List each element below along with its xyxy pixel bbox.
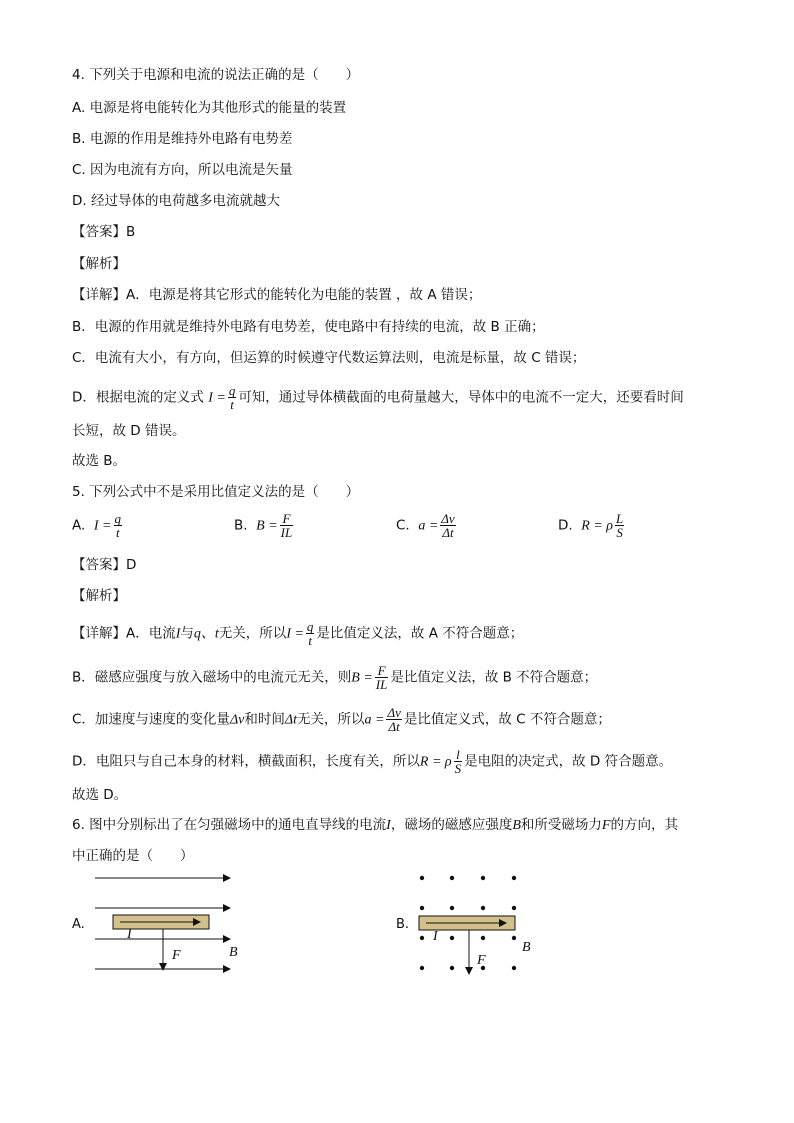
- detail-tag: 【详解】: [72, 287, 126, 303]
- q4-detail-d-cont: 长短，故 D 错误。: [72, 423, 186, 439]
- q4-detail-c: C．电流有大小，有方向，但运算的时候遵守代数运算法则，电流是标量，故 C 错误；: [72, 350, 586, 366]
- q4-option-a: A. 电源是将电能转化为其他形式的能量的装置: [72, 100, 347, 116]
- answer-value: B: [126, 224, 136, 240]
- q4-stem: 4. 下列关于电源和电流的说法正确的是（ ）: [72, 67, 360, 83]
- q4-analysis-tag: 【解析】: [72, 256, 126, 272]
- label-I: I: [433, 929, 438, 944]
- q4-detail-b: B．电源的作用就是维持外电路有电势差，使电路中有持续的电流，故 B 正确；: [72, 319, 545, 335]
- q5-detail-b: B．磁感应强度与放入磁场中的电流元无关，则B = $\frac{F}{IL}$ 是比值定义法，故 B 不符合题意；: [72, 663, 598, 692]
- q4-answer: [72, 223, 135, 241]
- q4-option-b: B. 电源的作用是维持外电路有电势差: [72, 131, 293, 147]
- q6-stem-line1: 6. 图中分别标出了在匀强磁场中的通电直导线的电流I，磁场的磁感应强度B和所受磁场力F的方向，其: [72, 817, 678, 833]
- q5-detail-a: 【详解】A．电流I与q、t无关，所以I = $\frac{q}{t}$ 是比值定义法，故 A 不符合题意；: [72, 619, 524, 648]
- answer-tag: 【答案】: [72, 224, 126, 240]
- q5-detail-d: D．电阻只与自己本身的材料，横截面积，长度有关，所以R = ρ $\frac{l}{S}$ 是电阻的决定式，故 D 符合题意。: [72, 747, 673, 776]
- answer-tag: 【答案】: [72, 557, 126, 573]
- q6-figure-b: [394, 868, 554, 983]
- q5-option-c: C. a = $\frac{\Delta v}{\Delta t}$: [396, 511, 455, 540]
- figure-label-a: A.: [72, 917, 85, 932]
- label-B: B: [229, 945, 238, 960]
- q4-conclusion: 故选 B。: [72, 453, 127, 469]
- q5-option-a: A. I = $\frac{q}{t}$: [72, 511, 121, 540]
- fraction-q-over-t: $\frac{q}{t}$: [228, 383, 236, 412]
- q5-conclusion: 故选 D。: [72, 787, 128, 803]
- q5-analysis-tag: 【解析】: [72, 588, 126, 604]
- q6-figure-a: [70, 870, 270, 980]
- detail-tag: 【详解】: [72, 625, 126, 642]
- q5-option-b: B. B = $\frac{F}{IL}$: [234, 511, 293, 540]
- label-B: B: [522, 940, 531, 955]
- q4-option-d: D. 经过导体的电荷越多电流就越大: [72, 193, 280, 209]
- q4-option-c: C. 因为电流有方向，所以电流是矢量: [72, 162, 293, 178]
- q5-detail-c: C．加速度与速度的变化量Δv和时间Δt无关，所以a = $\frac{\Delta v}{\Delta t}$ 是比值定义式，故 C 不符合题意；: [72, 705, 611, 734]
- label-F: F: [172, 948, 181, 963]
- q4-detail-a: 【详解】A．电源是将其它形式的能转化为电能的装置 ，故 A 错误；: [72, 287, 482, 303]
- label-I: I: [127, 927, 132, 942]
- figure-label-b: B.: [396, 917, 410, 932]
- q6-stem-line2: 中正确的是（ ）: [72, 848, 194, 864]
- q5-stem: 5. 下列公式中不是采用比值定义法的是（ ）: [72, 484, 360, 500]
- q5-answer: [72, 556, 136, 574]
- q4-detail-d: D．根据电流的定义式 I = $\frac{q}{t}$ 可知，通过导体横截面的电荷量越大，导体中的电流不一定大，还要看时间: [72, 383, 684, 412]
- q5-option-d: D. R = ρ $\frac{L}{S}$: [558, 511, 624, 540]
- answer-value: D: [126, 557, 137, 573]
- label-F: F: [477, 953, 486, 968]
- formula-I-def: I =: [208, 390, 226, 406]
